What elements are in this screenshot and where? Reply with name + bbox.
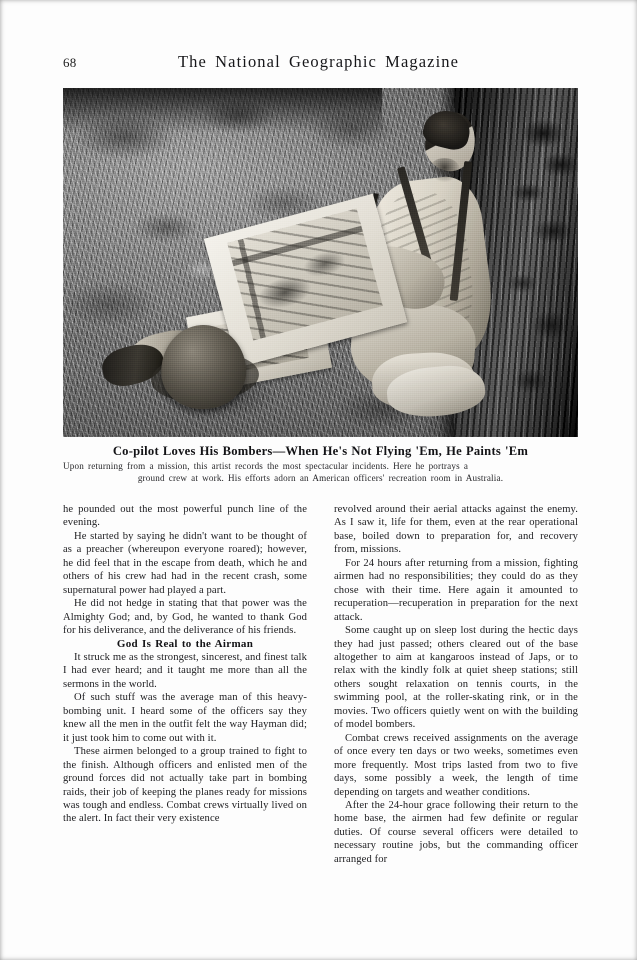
paragraph: For 24 hours after returning from a mission, fighting airmen had no responsibilities; they could do as they chose with their time. Here again it amounted to recuperation—recuperation in preparation for the next attack. xyxy=(334,557,578,623)
page-number: 68 xyxy=(63,55,77,70)
paragraph: Combat crews received assignments on the average of once every ten days or two weeks, sometimes even more frequently. Most trips lasted from two to five days, some possibly a week, the length of time depending on targets and weather conditions. xyxy=(334,732,578,798)
paragraph: He did not hedge in stating that that power was the Almighty God; and, by God, he wanted to thank God for his deliverance, and the deliverance of his friends. xyxy=(63,598,307,637)
paragraph: Of such stuff was the average man of this heavy-bombing unit. I heard some of the officers say they knew all the men in the outfit felt the way Hayman did; it just took him to come out with it. xyxy=(63,692,307,744)
photograph xyxy=(63,88,578,437)
caption-body xyxy=(63,461,578,484)
photograph-content xyxy=(63,88,578,437)
left-column xyxy=(63,503,307,826)
caption-line-2: ground crew at work. His efforts adorn an American officers' recreation room in Australia. xyxy=(137,472,504,483)
body-columns xyxy=(63,503,578,923)
caption-line-1: Upon returning from a mission, this artist records the most spectacular incidents. Here he portrays a xyxy=(63,461,469,471)
section-subheading: God Is Real to the Airman xyxy=(116,637,254,650)
neck-shadow xyxy=(429,158,460,182)
right-column xyxy=(334,503,578,866)
paragraph: These airmen belonged to a group trained to fight to the finish. Although officers and enlisted men of the ground forces did not actually take part in bombing raids, their job of keeping the planes ready for missions was tough and endless. Combat crews virtually lived on the alert. In fact their very existence xyxy=(63,746,307,825)
paragraph: After the 24-hour grace following their return to the home base, the airmen had few definite or regular duties. Of course several officers were detailed to necessary routine jobs, but the commanding officer arranged for xyxy=(334,799,578,865)
paragraph: revolved around their aerial attacks against the enemy. As I saw it, life for them, even at the rear operational base, boiled down to preparation for, and recovery from, missions. xyxy=(334,504,578,556)
caption-title: Co-pilot Loves His Bombers—When He's Not Flying 'Em, He Paints 'Em xyxy=(112,444,529,458)
running-head xyxy=(0,52,637,74)
paragraph: he pounded out the most powerful punch line of the evening. xyxy=(63,504,307,529)
running-title: The National Geographic Magazine xyxy=(177,52,460,71)
paragraph: He started by saying he didn't want to be thought of as a preacher (whereupon everyone roared); however, he did feel that in the escape from death, which he and others of his crew had had in the recent crash, some supernatural power had played a part. xyxy=(63,530,307,596)
paragraph: Some caught up on sleep lost during the hectic days they had just passed; others cleared out of the base altogether to aim at kangaroos instead of Japs, or to relax with the kindly folk at quiet sheep stations; still others sought relaxation on tennis courts, in the swimming pool, at the roller-skating rink, or in the movies. Two officers quietly went on with the building of model bombers. xyxy=(334,625,578,731)
paragraph: It struck me as the strongest, sincerest, and finest talk I had ever heard; and it taught me more than all the sermons in the world. xyxy=(63,651,307,690)
